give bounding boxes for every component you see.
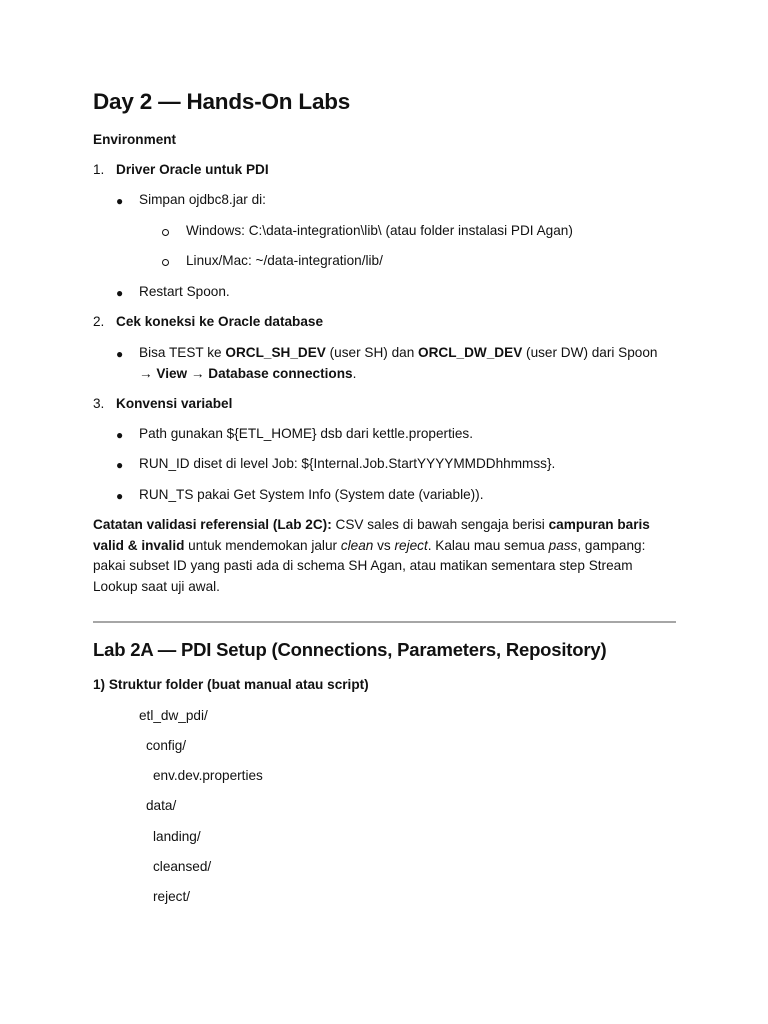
text-span-italic: reject [394,537,428,553]
item-number-3: 3. [93,396,105,411]
note-label: Catatan validasi referensial (Lab 2C): [93,517,332,532]
list-item: Restart Spoon. [139,284,230,299]
folder-tree-item: config/ [146,738,187,753]
text-span: . [352,365,357,381]
text-span: CSV sales di bawah sengaja berisi [331,517,549,532]
folder-tree-item: env.dev.properties [153,768,263,783]
bullet-icon: ● [116,428,124,442]
folder-tree-item: data/ [146,798,177,813]
validation-note [93,515,678,597]
text-span: vs [373,537,395,553]
list-item: RUN_ID diset di level Job: ${Internal.Job.StartYYYYMMDDhhmmss}. [139,456,556,471]
horizontal-divider [93,621,676,623]
text-span: Bisa TEST ke [139,345,226,360]
text-span: (user DW) dari Spoon → [139,345,658,381]
circle-bullet-icon [162,259,169,266]
text-span: untuk mendemokan jalur [184,537,341,553]
text-span: . Kalau mau semua [427,537,549,553]
bullet-icon: ● [116,458,124,472]
bullet-icon: ● [116,194,124,208]
text-span-italic: pass [548,537,578,553]
structure-heading: 1) Struktur folder (buat manual atau script) [93,677,369,692]
item-number-2: 2. [93,314,105,329]
item-heading-3: Konvensi variabel [116,396,233,411]
item-heading-2: Cek koneksi ke Oracle database [116,314,324,329]
lab-heading: Lab 2A — PDI Setup (Connections, Parameters, Repository) [93,639,607,660]
environment-heading: Environment [93,132,177,147]
bullet-icon: ● [116,347,124,361]
item-number-1: 1. [93,162,105,177]
list-item: Simpan ojdbc8.jar di: [139,192,266,207]
text-span-italic: clean [340,537,374,553]
folder-tree-item: landing/ [153,829,201,844]
menu-path-database-connections: Database connections [208,365,353,381]
folder-tree-item: reject/ [153,889,191,904]
connection-name-dw: ORCL_DW_DEV [418,345,523,360]
text-span-bold: campuran baris valid & invalid [93,517,650,553]
connection-name-sh: ORCL_SH_DEV [225,345,326,360]
text-span: (user SH) dan [325,345,419,360]
list-item: Path gunakan ${ETL_HOME} dsb dari kettle.properties. [139,426,473,441]
sub-list-item: Windows: C:\data-integration\lib\ (atau folder instalasi PDI Agan) [186,223,573,238]
list-item: RUN_TS pakai Get System Info (System date (variable)). [139,487,484,502]
bullet-icon: ● [116,489,124,503]
sub-list-item: Linux/Mac: ~/data-integration/lib/ [186,253,383,268]
folder-tree-item: cleansed/ [153,859,212,874]
menu-path-view: View [156,365,188,381]
list-item-connections [139,343,674,384]
bullet-icon: ● [116,286,124,300]
folder-tree-item: etl_dw_pdi/ [139,708,208,723]
page-title: Day 2 — Hands-On Labs [93,89,351,114]
arrow-icon: → [187,365,209,381]
circle-bullet-icon [162,229,169,236]
text-span: , gampang: pakai subset ID yang pasti ada di schema SH Agan, atau matikan sementara step Stream Lookup saat uji awal. [93,537,646,594]
item-heading-1: Driver Oracle untuk PDI [116,162,269,177]
